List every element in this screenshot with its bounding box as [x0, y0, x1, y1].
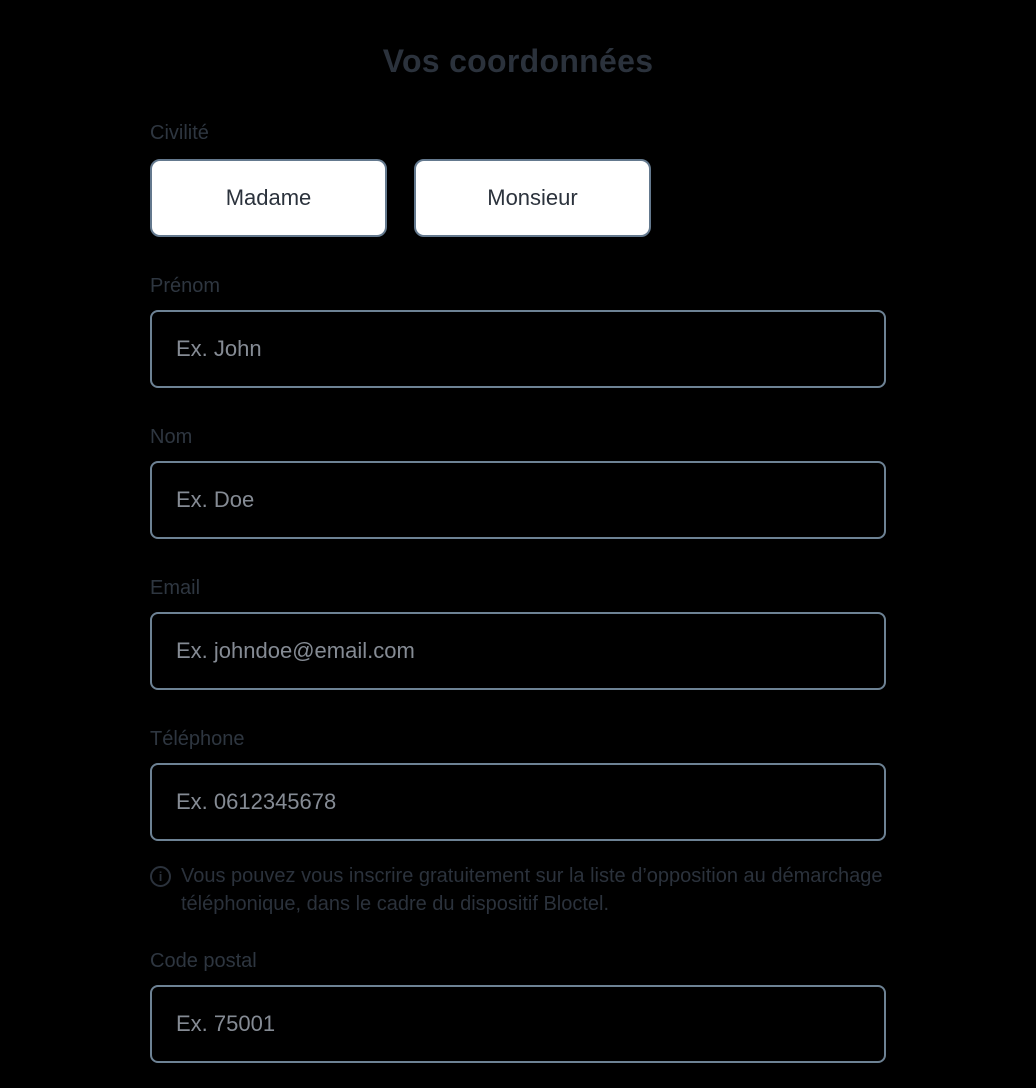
- first-name-input[interactable]: [150, 310, 886, 388]
- first-name-field-group: [150, 274, 886, 388]
- postal-code-field-group: [150, 949, 886, 1063]
- postal-code-label: Code postal: [150, 950, 257, 972]
- bloctel-info-text: Vous pouvez vous inscrire gratuitement sur la liste d’opposition au démarchage téléphonique, dans le cadre du dispositif Bloctel.: [181, 865, 883, 915]
- civility-madame-button[interactable]: [150, 159, 387, 237]
- civility-monsieur-button[interactable]: [414, 159, 651, 237]
- civility-label: Civilité: [150, 122, 209, 144]
- postal-code-input[interactable]: [150, 985, 886, 1063]
- bloctel-info-note: [150, 862, 886, 918]
- info-circle-icon: i: [150, 866, 171, 887]
- civility-group: [150, 121, 886, 237]
- first-name-label: Prénom: [150, 275, 221, 297]
- civility-buttons: [150, 159, 886, 237]
- email-label: Email: [150, 577, 201, 599]
- phone-input[interactable]: [150, 763, 886, 841]
- page-title: Vos coordonnées: [382, 43, 654, 79]
- last-name-field-group: [150, 425, 886, 539]
- civility-madame-label: Madame: [225, 185, 312, 210]
- contact-form-page: [0, 42, 1036, 1088]
- phone-field-group: [150, 727, 886, 918]
- email-input[interactable]: [150, 612, 886, 690]
- civility-monsieur-label: Monsieur: [487, 185, 578, 210]
- last-name-input[interactable]: [150, 461, 886, 539]
- phone-label: Téléphone: [150, 728, 245, 750]
- email-field-group: [150, 576, 886, 690]
- last-name-label: Nom: [150, 426, 193, 448]
- form-container: [150, 42, 886, 1063]
